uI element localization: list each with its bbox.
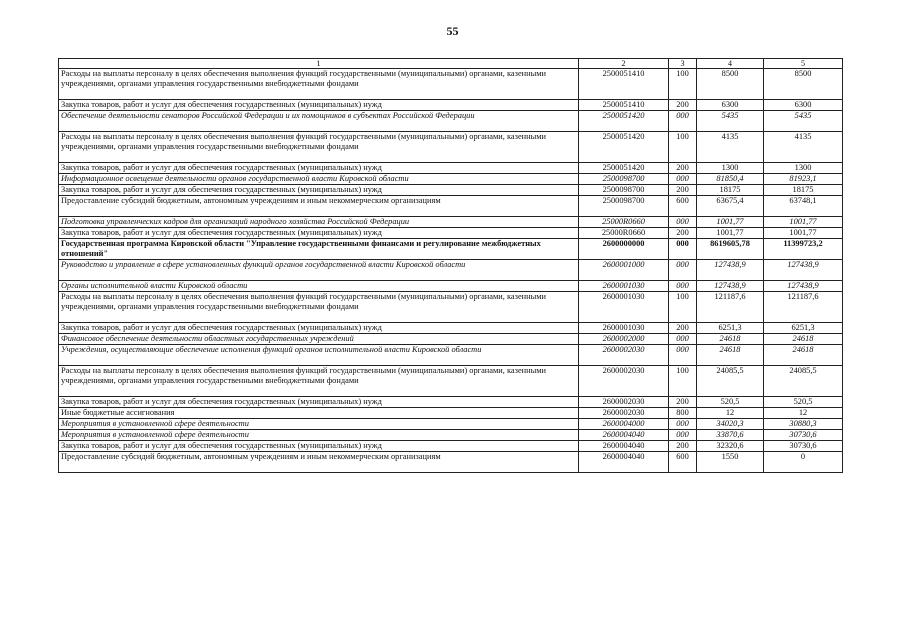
row-amount-2-cell: 11399723,2 xyxy=(764,239,843,260)
row-code-cell: 2500051420 xyxy=(579,132,669,163)
row-amount-2-cell: 6251,3 xyxy=(764,323,843,334)
row-amount-2-cell: 5435 xyxy=(764,111,843,132)
row-code-cell: 2600002030 xyxy=(579,408,669,419)
table-row xyxy=(59,163,843,174)
row-amount-1-cell: 32320,6 xyxy=(697,441,764,452)
row-amount-1-cell: 24618 xyxy=(697,334,764,345)
row-amount-1-cell: 33870,6 xyxy=(697,430,764,441)
row-name-cell: Закупка товаров, работ и услуг для обеспечения государственных (муниципальных) нужд xyxy=(59,185,579,196)
row-name-cell: Расходы на выплаты персоналу в целях обеспечения выполнения функций государственными (муниципальными) органами, казенными учреждениями, органами управления государственными внебюджетными фондами xyxy=(59,69,579,100)
table-row xyxy=(59,260,843,281)
row-name-cell: Государственная программа Кировской области "Управление государственными финансами и регулирование межбюджетных отношений" xyxy=(59,239,579,260)
table-row xyxy=(59,239,843,260)
table-row xyxy=(59,281,843,292)
row-expense-type-cell: 000 xyxy=(669,239,697,260)
table-row xyxy=(59,345,843,366)
row-expense-type-cell: 100 xyxy=(669,69,697,100)
row-expense-type-cell: 000 xyxy=(669,345,697,366)
row-amount-1-cell: 121187,6 xyxy=(697,292,764,323)
row-amount-2-cell: 6300 xyxy=(764,100,843,111)
row-amount-2-cell: 1001,77 xyxy=(764,228,843,239)
row-expense-type-cell: 200 xyxy=(669,228,697,239)
row-code-cell: 2600001000 xyxy=(579,260,669,281)
row-code-cell: 2600004040 xyxy=(579,452,669,473)
row-expense-type-cell: 000 xyxy=(669,217,697,228)
table-row xyxy=(59,323,843,334)
row-expense-type-cell: 800 xyxy=(669,408,697,419)
table-row xyxy=(59,408,843,419)
table-row xyxy=(59,334,843,345)
row-amount-1-cell: 127438,9 xyxy=(697,260,764,281)
row-code-cell: 25000R0660 xyxy=(579,228,669,239)
row-name-cell: Закупка товаров, работ и услуг для обеспечения государственных (муниципальных) нужд xyxy=(59,228,579,239)
row-code-cell: 2500098700 xyxy=(579,174,669,185)
row-amount-2-cell: 127438,9 xyxy=(764,281,843,292)
row-name-cell: Финансовое обеспечение деятельности областных государственных учреждений xyxy=(59,334,579,345)
row-code-cell: 2600000000 xyxy=(579,239,669,260)
row-name-cell: Обеспечение деятельности сенаторов Российской Федерации и их помощников в субъектах Российской Федерации xyxy=(59,111,579,132)
row-amount-2-cell: 0 xyxy=(764,452,843,473)
row-amount-2-cell: 18175 xyxy=(764,185,843,196)
column-header-amount-2: 5 xyxy=(764,59,843,69)
row-expense-type-cell: 200 xyxy=(669,163,697,174)
column-header-name: 1 xyxy=(59,59,579,69)
row-code-cell: 2600004040 xyxy=(579,441,669,452)
row-amount-2-cell: 127438,9 xyxy=(764,260,843,281)
row-name-cell: Предоставление субсидий бюджетным, автономным учреждениям и иным некоммерческим организациям xyxy=(59,196,579,217)
row-name-cell: Учреждения, осуществляющие обеспечение исполнения функций органов исполнительной власти Кировской области xyxy=(59,345,579,366)
row-expense-type-cell: 200 xyxy=(669,323,697,334)
table-row xyxy=(59,217,843,228)
row-code-cell: 2600001030 xyxy=(579,323,669,334)
row-amount-1-cell: 81850,4 xyxy=(697,174,764,185)
row-name-cell: Подготовка управленческих кадров для организаций народного хозяйства Российской Федерации xyxy=(59,217,579,228)
row-code-cell: 2500098700 xyxy=(579,196,669,217)
row-name-cell: Расходы на выплаты персоналу в целях обеспечения выполнения функций государственными (муниципальными) органами, казенными учреждениями, органами управления государственными внебюджетными фондами xyxy=(59,366,579,397)
row-code-cell: 2600002030 xyxy=(579,345,669,366)
row-amount-1-cell: 127438,9 xyxy=(697,281,764,292)
row-expense-type-cell: 000 xyxy=(669,430,697,441)
table-row xyxy=(59,452,843,473)
row-amount-2-cell: 24085,5 xyxy=(764,366,843,397)
table-row xyxy=(59,185,843,196)
row-name-cell: Мероприятия в установленной сфере деятельности xyxy=(59,430,579,441)
row-amount-2-cell: 8500 xyxy=(764,69,843,100)
table-row xyxy=(59,174,843,185)
row-code-cell: 2600004000 xyxy=(579,419,669,430)
row-expense-type-cell: 200 xyxy=(669,185,697,196)
table-header-row xyxy=(59,59,843,69)
row-expense-type-cell: 100 xyxy=(669,366,697,397)
row-code-cell: 2500051420 xyxy=(579,163,669,174)
row-expense-type-cell: 100 xyxy=(669,292,697,323)
table-row xyxy=(59,132,843,163)
row-amount-1-cell: 1001,77 xyxy=(697,217,764,228)
row-expense-type-cell: 000 xyxy=(669,174,697,185)
row-amount-1-cell: 1300 xyxy=(697,163,764,174)
row-amount-1-cell: 1001,77 xyxy=(697,228,764,239)
row-code-cell: 2600002000 xyxy=(579,334,669,345)
table-row xyxy=(59,292,843,323)
row-expense-type-cell: 200 xyxy=(669,100,697,111)
row-expense-type-cell: 000 xyxy=(669,111,697,132)
row-name-cell: Мероприятия в установленной сфере деятельности xyxy=(59,419,579,430)
row-name-cell: Информационное освещение деятельности органов государственной власти Кировской области xyxy=(59,174,579,185)
row-expense-type-cell: 000 xyxy=(669,419,697,430)
row-expense-type-cell: 600 xyxy=(669,452,697,473)
row-amount-1-cell: 63675,4 xyxy=(697,196,764,217)
row-code-cell: 2500098700 xyxy=(579,185,669,196)
row-amount-1-cell: 18175 xyxy=(697,185,764,196)
row-code-cell: 2600001030 xyxy=(579,281,669,292)
row-expense-type-cell: 000 xyxy=(669,334,697,345)
row-name-cell: Расходы на выплаты персоналу в целях обеспечения выполнения функций государственными (муниципальными) органами, казенными учреждениями, органами управления государственными внебюджетными фондами xyxy=(59,132,579,163)
row-name-cell: Закупка товаров, работ и услуг для обеспечения государственных (муниципальных) нужд xyxy=(59,163,579,174)
row-amount-1-cell: 12 xyxy=(697,408,764,419)
row-amount-2-cell: 121187,6 xyxy=(764,292,843,323)
table-row xyxy=(59,228,843,239)
row-code-cell: 2600004040 xyxy=(579,430,669,441)
row-code-cell: 2500051420 xyxy=(579,111,669,132)
budget-table xyxy=(58,58,843,473)
row-code-cell: 2600002030 xyxy=(579,366,669,397)
row-code-cell: 2500051410 xyxy=(579,100,669,111)
table-row xyxy=(59,111,843,132)
column-header-code: 2 xyxy=(579,59,669,69)
row-name-cell: Закупка товаров, работ и услуг для обеспечения государственных (муниципальных) нужд xyxy=(59,397,579,408)
row-amount-2-cell: 12 xyxy=(764,408,843,419)
row-amount-1-cell: 520,5 xyxy=(697,397,764,408)
row-code-cell: 2500051410 xyxy=(579,69,669,100)
row-amount-2-cell: 81923,1 xyxy=(764,174,843,185)
row-amount-1-cell: 6300 xyxy=(697,100,764,111)
row-name-cell: Органы исполнительной власти Кировской области xyxy=(59,281,579,292)
table-row xyxy=(59,397,843,408)
row-amount-1-cell: 6251,3 xyxy=(697,323,764,334)
table-row xyxy=(59,419,843,430)
row-amount-1-cell: 5435 xyxy=(697,111,764,132)
row-amount-1-cell: 8619605,78 xyxy=(697,239,764,260)
row-amount-2-cell: 1001,77 xyxy=(764,217,843,228)
column-header-amount-1: 4 xyxy=(697,59,764,69)
row-code-cell: 2600002030 xyxy=(579,397,669,408)
row-amount-2-cell: 24618 xyxy=(764,334,843,345)
column-header-expense-type: 3 xyxy=(669,59,697,69)
table-row xyxy=(59,430,843,441)
row-expense-type-cell: 600 xyxy=(669,196,697,217)
row-name-cell: Закупка товаров, работ и услуг для обеспечения государственных (муниципальных) нужд xyxy=(59,441,579,452)
row-code-cell: 25000R0660 xyxy=(579,217,669,228)
row-amount-2-cell: 1300 xyxy=(764,163,843,174)
row-amount-2-cell: 30730,6 xyxy=(764,430,843,441)
table-row xyxy=(59,100,843,111)
row-amount-1-cell: 1550 xyxy=(697,452,764,473)
row-expense-type-cell: 000 xyxy=(669,260,697,281)
row-amount-2-cell: 24618 xyxy=(764,345,843,366)
row-amount-1-cell: 24618 xyxy=(697,345,764,366)
row-amount-2-cell: 30880,3 xyxy=(764,419,843,430)
row-expense-type-cell: 100 xyxy=(669,132,697,163)
table-row xyxy=(59,366,843,397)
row-name-cell: Руководство и управление в сфере установленных функций органов государственной власти Кировской области xyxy=(59,260,579,281)
row-amount-1-cell: 34020,3 xyxy=(697,419,764,430)
row-name-cell: Расходы на выплаты персоналу в целях обеспечения выполнения функций государственными (муниципальными) органами, казенными учреждениями, органами управления государственными внебюджетными фондами xyxy=(59,292,579,323)
row-expense-type-cell: 200 xyxy=(669,441,697,452)
row-amount-2-cell: 63748,1 xyxy=(764,196,843,217)
table-row xyxy=(59,196,843,217)
row-name-cell: Закупка товаров, работ и услуг для обеспечения государственных (муниципальных) нужд xyxy=(59,100,579,111)
row-amount-1-cell: 8500 xyxy=(697,69,764,100)
row-expense-type-cell: 200 xyxy=(669,397,697,408)
row-amount-1-cell: 24085,5 xyxy=(697,366,764,397)
table-row xyxy=(59,441,843,452)
row-name-cell: Предоставление субсидий бюджетным, автономным учреждениям и иным некоммерческим организациям xyxy=(59,452,579,473)
row-amount-1-cell: 4135 xyxy=(697,132,764,163)
row-code-cell: 2600001030 xyxy=(579,292,669,323)
row-name-cell: Закупка товаров, работ и услуг для обеспечения государственных (муниципальных) нужд xyxy=(59,323,579,334)
row-amount-2-cell: 520,5 xyxy=(764,397,843,408)
page-number: 55 xyxy=(446,24,459,38)
table-row xyxy=(59,69,843,100)
row-amount-2-cell: 30730,6 xyxy=(764,441,843,452)
row-name-cell: Иные бюджетные ассигнования xyxy=(59,408,579,419)
row-amount-2-cell: 4135 xyxy=(764,132,843,163)
row-expense-type-cell: 000 xyxy=(669,281,697,292)
